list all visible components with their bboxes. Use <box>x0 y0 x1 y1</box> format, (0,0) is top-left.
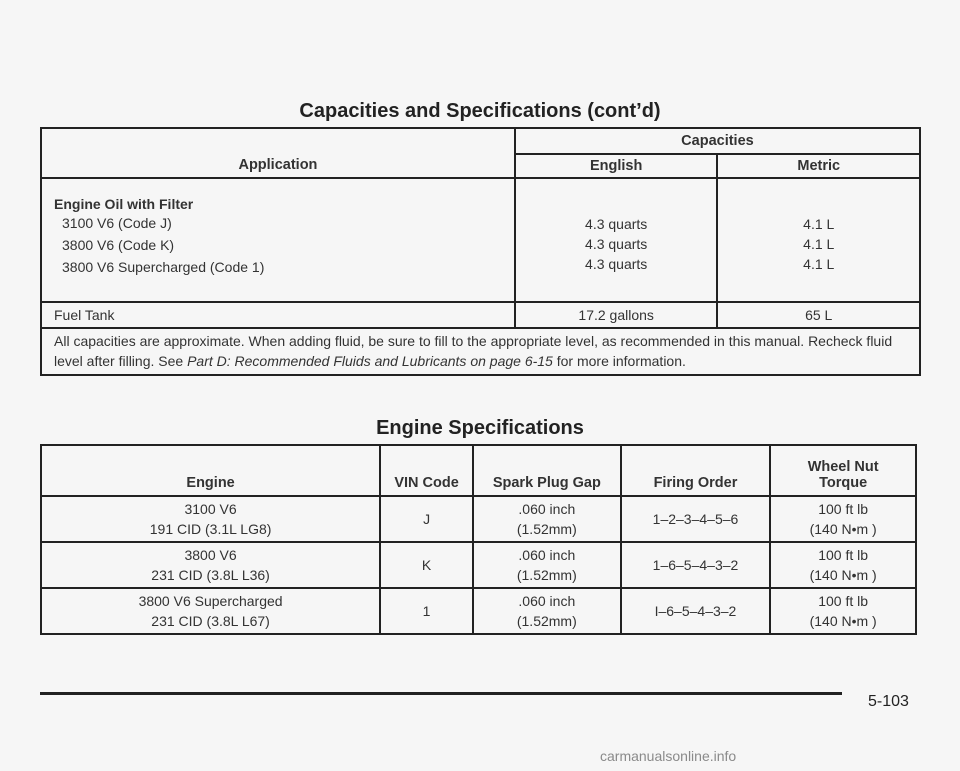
header-application: Application <box>41 128 515 178</box>
torque-nm: (140 N•m ) <box>809 567 877 583</box>
vin-cell: K <box>380 542 473 588</box>
gap-mm: (1.52mm) <box>516 613 577 629</box>
torque-nm: (140 N•m ) <box>809 613 877 629</box>
engine-oil-metric: 4.1 L <box>803 216 835 232</box>
torque-nm: (140 N•m ) <box>809 521 877 537</box>
engine-cell <box>41 588 380 634</box>
engine-cid: 231 CID (3.8L L67) <box>151 613 270 629</box>
header-wheel-nut-torque <box>770 445 916 496</box>
engine-cid: 231 CID (3.8L L36) <box>151 567 270 583</box>
fuel-tank-label: Fuel Tank <box>41 302 515 328</box>
engine-oil-engine: 3800 V6 (Code K) <box>62 237 175 253</box>
engine-oil-english: 4.3 quarts <box>585 236 648 252</box>
capacities-title: Capacities and Specifications (cont’d) <box>299 100 661 122</box>
torque-ftlb: 100 ft lb <box>818 593 869 609</box>
firing-cell: 1–6–5–4–3–2 <box>621 542 771 588</box>
engine-oil-english-cell <box>515 178 718 302</box>
engine-name: 3100 V6 <box>184 501 237 517</box>
firing-cell: 1–2–3–4–5–6 <box>621 496 771 542</box>
header-english: English <box>515 154 718 178</box>
firing-cell: I–6–5–4–3–2 <box>621 588 771 634</box>
torque-cell <box>770 588 916 634</box>
header-wheel-nut-line2: Torque <box>819 475 868 491</box>
engine-name: 3800 V6 <box>184 547 237 563</box>
note-text: All capacities are approximate. When adding fluid, be sure to fill to the appropriate level, as recommended in this manual. Recheck fluid level after filling. See <box>54 333 893 369</box>
vin-cell: 1 <box>380 588 473 634</box>
gap-inch: .060 inch <box>518 501 576 517</box>
gap-cell <box>473 496 621 542</box>
engine-oil-metric: 4.1 L <box>803 256 835 272</box>
engine-oil-label: Engine Oil with Filter <box>54 196 194 212</box>
engine-specs-title: Engine Specifications <box>376 417 584 439</box>
capacities-table <box>40 127 921 376</box>
footer-rule <box>40 692 842 695</box>
fuel-tank-row <box>41 302 920 328</box>
torque-cell <box>770 542 916 588</box>
gap-mm: (1.52mm) <box>516 567 577 583</box>
engine-oil-engine: 3800 V6 Supercharged (Code 1) <box>62 259 265 275</box>
engine-cell <box>41 496 380 542</box>
engine-name: 3800 V6 Supercharged <box>138 593 283 609</box>
table-row <box>41 496 916 542</box>
gap-inch: .060 inch <box>518 593 576 609</box>
page-number: 5-103 <box>868 693 909 710</box>
gap-mm: (1.52mm) <box>516 521 577 537</box>
fuel-tank-metric: 65 L <box>717 302 920 328</box>
torque-ftlb: 100 ft lb <box>818 547 869 563</box>
header-engine: Engine <box>41 445 380 496</box>
engine-oil-metric-cell <box>717 178 920 302</box>
capacities-note <box>41 328 920 375</box>
header-wheel-nut-line1: Wheel Nut <box>807 459 879 475</box>
header-vin-code: VIN Code <box>380 445 473 496</box>
header-firing-order: Firing Order <box>621 445 771 496</box>
engine-specs-table <box>40 444 917 635</box>
engine-oil-english: 4.3 quarts <box>585 216 648 232</box>
engine-oil-english: 4.3 quarts <box>585 256 648 272</box>
header-metric: Metric <box>717 154 920 178</box>
engine-oil-engine: 3100 V6 (Code J) <box>62 215 172 231</box>
gap-cell <box>473 542 621 588</box>
engine-oil-metric: 4.1 L <box>803 236 835 252</box>
table-row <box>41 588 916 634</box>
engine-cell <box>41 542 380 588</box>
gap-inch: .060 inch <box>518 547 576 563</box>
fuel-tank-english: 17.2 gallons <box>515 302 718 328</box>
engine-oil-cell <box>41 178 515 302</box>
engine-cid: 191 CID (3.1L LG8) <box>149 521 272 537</box>
gap-cell <box>473 588 621 634</box>
note-text-end: for more information. <box>552 353 686 369</box>
torque-cell <box>770 496 916 542</box>
torque-ftlb: 100 ft lb <box>818 501 869 517</box>
header-spark-plug-gap: Spark Plug Gap <box>473 445 621 496</box>
note-reference: Part D: Recommended Fluids and Lubricants on page 6-15 <box>187 353 553 369</box>
header-capacities: Capacities <box>515 128 920 154</box>
watermark[interactable]: carmanualsonline.info <box>600 748 737 764</box>
vin-cell: J <box>380 496 473 542</box>
table-row <box>41 542 916 588</box>
